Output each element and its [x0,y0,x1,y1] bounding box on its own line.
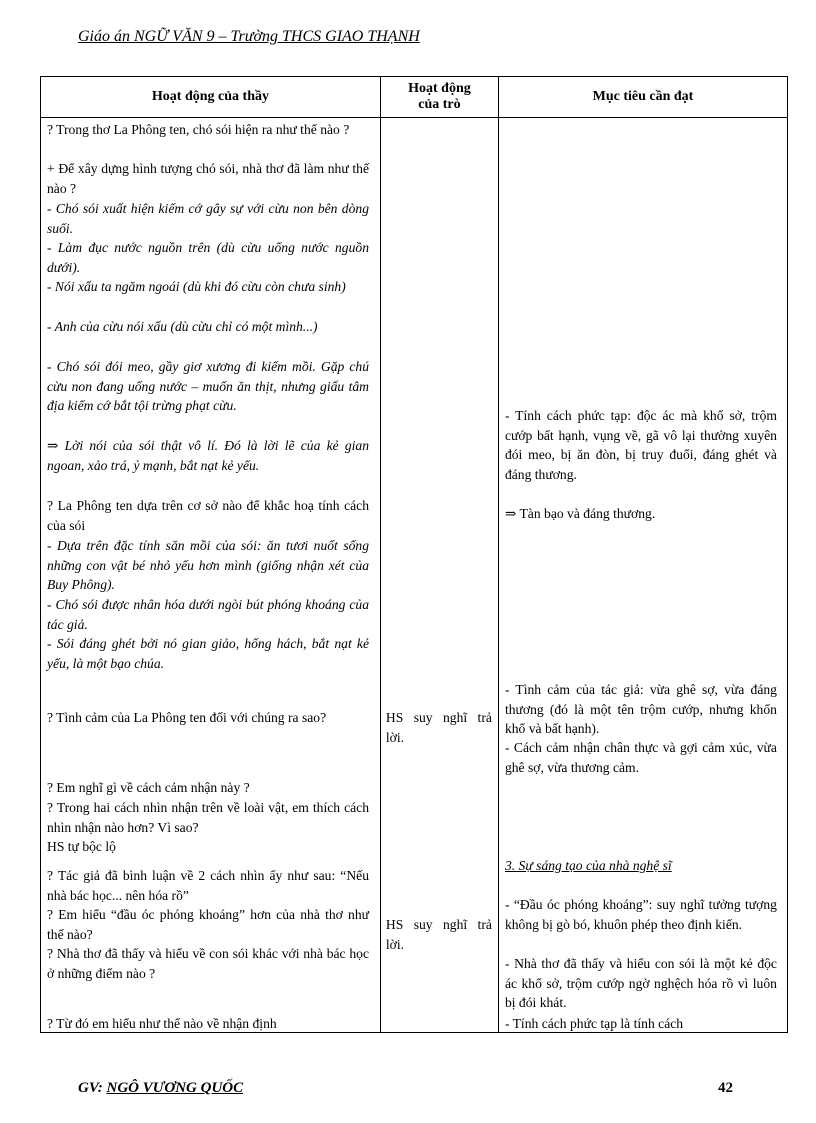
table-body-row [41,118,788,1033]
header-teacher: Hoạt động của thầy [41,77,381,118]
teacher-question: ? La Phông ten dựa trên cơ sở nào để khắc hoạ tính cách của sói [47,498,369,533]
teacher-conclusion: ⇒ Lời nói của sói thật vô lí. Đó là lời lẽ của kẻ gian ngoan, xảo trá, ỷ mạnh, bắt nạt kẻ yếu. [47,438,369,473]
footer-gv-label: GV: [78,1080,103,1096]
teacher-question: ? Em hiểu “đầu óc phóng khoáng” hơn của nhà thơ như thế nào? [47,907,369,942]
header-student-line2: của trò [418,97,461,112]
teacher-answer: - Sói đáng ghét bởi nó gian giảo, hống hách, bắt nạt kẻ yếu, là một bạo chúa. [47,636,369,671]
goal-item: - “Đầu óc phóng khoáng”: suy nghĩ tưởng tượng không bị gò bó, khuôn phép theo định kiến. [504,897,777,932]
teacher-column [41,118,381,1033]
teacher-question: ? Nhà thơ đã thấy và hiểu về con sói khác với nhà bác học ở những điểm nào ? [47,946,369,981]
footer-teacher-name: NGÔ VƯƠNG QUỐC [106,1080,244,1096]
teacher-question: ? Em nghĩ gì về cách cảm nhận này ? [47,780,250,795]
teacher-question: ? Từ đó em hiểu như thế nào về nhận định [47,1016,277,1031]
goal-column [498,118,787,1033]
page-number: 42 [718,1080,733,1096]
teacher-answer: - Chó sói đói meo, gầy giơ xương đi kiếm mồi. Gặp chú cừu non đang uống nước – muốn ăn thịt, nhưng giấu tâm địa kiếm cớ bắt tội trừng phạt cừu. [47,359,369,414]
student-activity: HS suy nghĩ trả lời. [385,710,492,745]
goal-conclusion: ⇒ Tàn bạo và đáng thương. [504,506,656,521]
student-activity: HS suy nghĩ trả lời. [385,917,492,952]
goal-item: - Tình cảm của tác giả: vừa ghê sợ, vừa đáng thương (đó là một tên trộm cướp, nhưng khốn khổ và bất hạnh). [504,682,777,737]
teacher-question: ? Trong thơ La Phông ten, chó sói hiện ra như thế nào ? [47,122,350,137]
footer-teacher [78,1080,243,1097]
teacher-answer: - Anh của cừu nói xấu (dù cừu chỉ có một mình...) [47,319,318,334]
teacher-answer: - Nói xấu ta ngăm ngoái (dù khi đó cừu còn chưa sinh) [47,279,346,294]
teacher-note: HS tự bộc lộ [47,839,116,854]
teacher-answer: - Dựa trên đặc tính săn mồi của sói: ăn tươi nuốt sống những con vật bé nhỏ yếu hơn mình (giống nhận xét của Buy Phông). [47,538,369,593]
table-header-row [41,77,788,118]
header-goal: Mục tiêu cần đạt [498,77,787,118]
header-student-line1: Hoạt động [408,81,471,96]
teacher-question: ? Tác giả đã bình luận về 2 cách nhìn ấy như sau: “Nếu nhà bác học... nên hóa rồ” [47,868,369,903]
teacher-question: ? Tình cảm của La Phông ten đối với chúng ra sao? [47,710,327,725]
goal-item: - Nhà thơ đã thấy và hiểu con sói là một kẻ độc ác khổ sở, trộm cướp ngờ nghệch hóa rồ vì luôn bị đói khát. [504,956,777,1011]
teacher-answer: - Chó sói được nhân hóa dưới ngòi bút phóng khoáng của tác giả. [47,597,369,632]
teacher-answer: - Chó sói xuất hiện kiếm cớ gây sự với cừu non bên dòng suối. [47,201,369,236]
goal-item: - Tính cách phức tạp: độc ác mà khổ sở, trộm cướp bất hạnh, vụng về, gã vô lại thường xuyên đói meo, bị ăn đòn, bị truy đuổi, đáng ghét và đáng thương. [504,408,777,482]
teacher-question: + Để xây dựng hình tượng chó sói, nhà thơ đã làm như thế nào ? [47,161,369,196]
section-heading: 3. Sự sáng tạo của nhà nghệ sĩ [504,858,672,873]
page-header: Giáo án NGỮ VĂN 9 – Trường THCS GIAO THẠNH [78,28,420,45]
student-column [380,118,498,1033]
goal-item: - Cách cảm nhận chân thực và gợi cảm xúc, vừa ghê sợ, vừa thương cảm. [504,740,777,775]
teacher-question: ? Trong hai cách nhìn nhận trên về loài vật, em thích cách nhìn nhận nào hơn? Vì sao? [47,800,369,835]
goal-item: - Tính cách phức tạp là tính cách [504,1016,684,1031]
lesson-table [40,76,788,1033]
teacher-answer: - Làm đục nước nguồn trên (dù cừu uống nước nguồn dưới). [47,240,369,275]
header-student [380,77,498,118]
